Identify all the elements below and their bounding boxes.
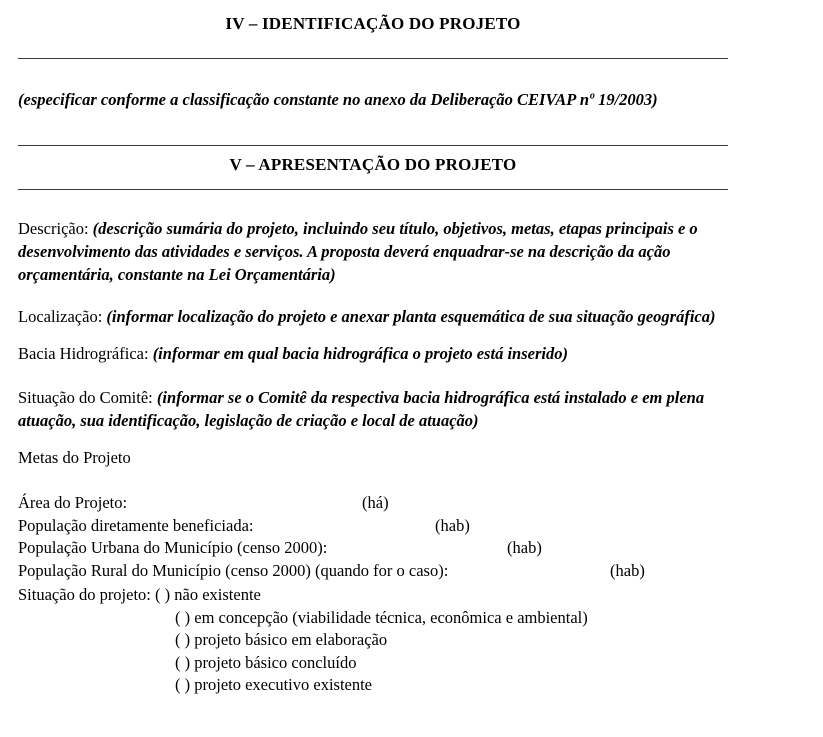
field-hint: (informar se o Comitê da respectiva bacia hidrográfica está instalado e em plena atuação, sua identificação, legislação de criação e local de atuação) xyxy=(18,388,705,430)
section-iv-title: IV – IDENTIFICAÇÃO DO PROJETO xyxy=(225,14,521,33)
field-descricao xyxy=(18,217,728,286)
status-option-executivo-existente: ( ) projeto executivo existente xyxy=(175,675,373,694)
status-label: Situação do projeto: xyxy=(18,585,151,604)
status-option-em-concepcao: ( ) em concepção (viabilidade técnica, econômica e ambiental) xyxy=(175,607,588,627)
metric-unit: (hab) xyxy=(507,538,542,557)
section-iv-note: (especificar conforme a classificação constante no anexo da Deliberação CEIVAP nº 19/2003) xyxy=(18,90,658,109)
metric-row-populacao-beneficiada xyxy=(18,515,728,538)
project-status-line xyxy=(18,584,728,607)
field-label: Situação do Comitê: xyxy=(18,388,153,407)
metric-label: Área do Projeto: xyxy=(18,493,128,512)
metas-heading: Metas do Projeto xyxy=(18,448,131,467)
field-hint: (informar em qual bacia hidrográfica o projeto está inserido) xyxy=(152,344,568,363)
metric-unit: (hab) xyxy=(435,515,470,535)
field-label: Localização: xyxy=(18,307,103,326)
status-option-basico-elaboracao: ( ) projeto básico em elaboração xyxy=(175,630,388,649)
section-divider xyxy=(18,145,728,146)
metric-row-area xyxy=(18,492,728,515)
section-v-title: V – APRESENTAÇÃO DO PROJETO xyxy=(229,155,517,174)
metric-unit: (hab) xyxy=(610,560,645,580)
project-metrics xyxy=(18,492,728,582)
metric-unit: (há) xyxy=(362,493,389,512)
document-page xyxy=(18,0,728,697)
status-option-nao-existente: ( ) não existente xyxy=(155,585,261,604)
metric-row-populacao-rural xyxy=(18,560,728,583)
field-hint: (informar localização do projeto e anexar planta esquemática de sua situação geográfica) xyxy=(106,307,716,326)
field-bacia-hidrografica xyxy=(18,342,728,365)
metric-label: População diretamente beneficiada: xyxy=(18,515,254,535)
status-option-basico-concluido: ( ) projeto básico concluído xyxy=(175,652,357,672)
metric-row-populacao-urbana xyxy=(18,537,728,560)
metric-label: População Urbana do Município (censo 2000): xyxy=(18,538,328,557)
metric-label: População Rural do Município (censo 2000) (quando for o caso): xyxy=(18,560,449,580)
section-divider xyxy=(18,189,728,190)
field-hint: (descrição sumária do projeto, incluindo seu título, objetivos, metas, etapas principais e o desenvolvimento das atividades e serviços. A proposta deverá enquadrar-se na descrição da ação orçamentária, constante na Lei Orçamentária) xyxy=(18,219,698,284)
field-localizacao xyxy=(18,305,728,328)
section-divider xyxy=(18,58,728,59)
field-label: Descrição: xyxy=(18,219,89,238)
project-status-options xyxy=(175,607,728,697)
field-situacao-comite xyxy=(18,386,728,432)
field-label: Bacia Hidrográfica: xyxy=(18,344,149,363)
